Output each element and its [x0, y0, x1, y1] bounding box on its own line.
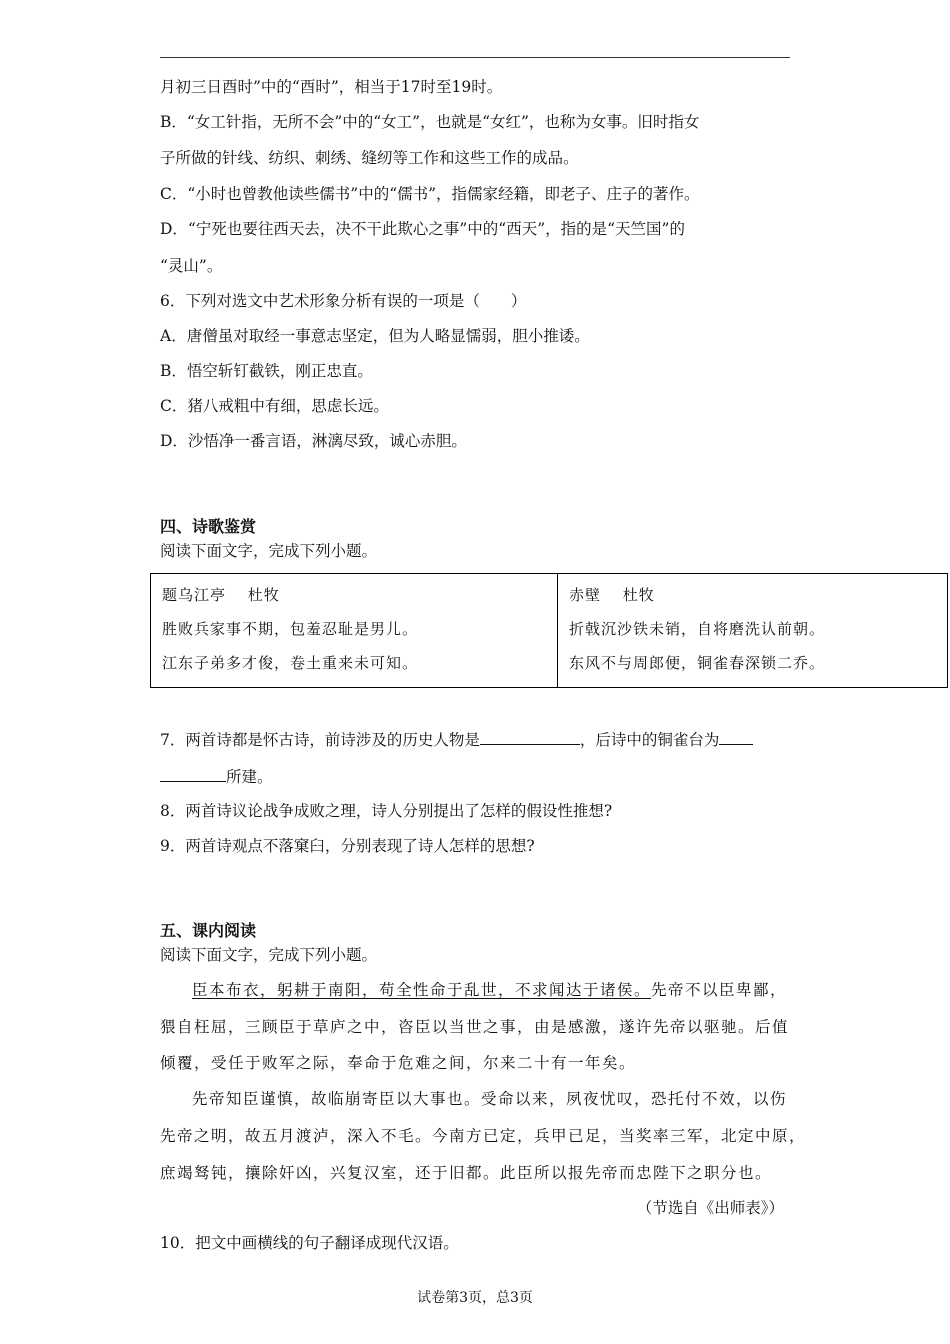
poem2-line2: 东风不与周郎便，铜雀春深锁二乔。	[569, 654, 826, 672]
poem1-line1: 胜败兵家事不期，包羞忍耻是男儿。	[162, 620, 419, 638]
poem-cell-chibi	[558, 574, 946, 687]
poem-table	[150, 573, 948, 688]
q6-option-d: D．沙悟净一番言语，淋漓尽致，诚心赤胆。	[160, 432, 467, 450]
q7-blank-1[interactable]	[480, 728, 580, 745]
passage-p1-line3: 倾覆，受任于败军之际，奉命于危难之间，尔来二十有一年矣。	[160, 1054, 637, 1072]
passage-source: （节选自《出师表》）	[636, 1199, 784, 1217]
q10: 10．把文中画横线的句子翻译成现代汉语。	[160, 1234, 459, 1252]
q7-line1	[160, 728, 753, 751]
poem1-line2: 江东子弟多才俊，卷土重来未可知。	[162, 654, 419, 672]
q6-option-c: C．猪八戒粗中有细，思虑长远。	[160, 397, 389, 415]
q6-option-a: A．唐僧虽对取经一事意志坚定，但为人略显懦弱，胆小推诿。	[160, 327, 590, 345]
passage-p1-rest: 先帝不以臣卑鄙，	[651, 981, 788, 999]
q5-option-a-cont: 月初三日酉时”中的“酉时”，相当于17时至19时。	[160, 78, 503, 96]
header-rule	[160, 57, 790, 58]
passage-p2-line1: 先帝知臣谨慎，故临崩寄臣以大事也。受命以来，夙夜忧叹，恐托付不效，以伤	[192, 1090, 788, 1108]
passage-p1-line2: 猥自枉屈，三顾臣于草庐之中，咨臣以当世之事，由是感激，遂许先帝以驱驰。后值	[160, 1018, 790, 1036]
passage-p1-line1	[192, 979, 787, 1001]
poem2-title: 赤壁 杜牧	[569, 586, 655, 604]
page-footer: 试卷第3页，总3页	[417, 1290, 533, 1306]
poem-cell-wujiang	[151, 574, 558, 687]
passage-p2-line3: 庶竭驽钝，攘除奸凶，兴复汉室，还于旧都。此臣所以报先帝而忠陛下之职分也。	[160, 1164, 773, 1182]
poem2-line1: 折戟沉沙铁未销，自将磨洗认前朝。	[569, 620, 826, 638]
q9: 9．两首诗观点不落窠臼，分别表现了诗人怎样的思想?	[160, 837, 535, 855]
passage-underlined-sentence: 臣本布衣，躬耕于南阳，苟全性命于乱世，不求闻达于诸侯。	[192, 981, 652, 999]
q6-stem: 6．下列对选文中艺术形象分析有误的一项是（ ）	[160, 292, 527, 310]
q5-option-c: C．“小时也曾教他读些儒书”中的“儒书”，指儒家经籍，即老子、庄子的著作。	[160, 185, 700, 203]
q7-part3: 所建。	[226, 768, 273, 786]
passage-p2-line2: 先帝之明，故五月渡泸，深入不毛。今南方已定，兵甲已足，当奖率三军，北定中原，	[160, 1127, 807, 1145]
q6-option-b: B．悟空斩钉截铁，刚正忠直。	[160, 362, 373, 380]
q5-option-b-line1: B．“女工针指，无所不会”中的“女工”，也就是“女红”，也称为女事。旧时指女	[160, 113, 700, 131]
q7-line2	[160, 765, 273, 788]
section4-title: 四、诗歌鉴赏	[160, 517, 257, 536]
q7-blank-2a[interactable]	[719, 728, 753, 745]
q5-option-b-line2: 子所做的针线、纺织、刺绣、缝纫等工作和这些工作的成品。	[160, 149, 579, 167]
q7-blank-2b[interactable]	[160, 765, 226, 782]
poem1-title: 题乌江亭 杜牧	[162, 586, 280, 604]
section5-title: 五、课内阅读	[160, 921, 257, 940]
q5-option-d-line1: D．“宁死也要往西天去，决不干此欺心之事”中的“西天”，指的是“天竺国”的	[160, 220, 685, 238]
q7-part1: 7．两首诗都是怀古诗，前诗涉及的历史人物是	[160, 731, 480, 749]
q7-part2: ，后诗中的铜雀台为	[579, 731, 720, 749]
q5-option-d-line2: “灵山”。	[160, 257, 223, 275]
section4-instruction: 阅读下面文字，完成下列小题。	[160, 542, 378, 560]
section5-instruction: 阅读下面文字，完成下列小题。	[160, 946, 378, 964]
q8: 8．两首诗议论战争成败之理，诗人分别提出了怎样的假设性推想?	[160, 802, 613, 820]
